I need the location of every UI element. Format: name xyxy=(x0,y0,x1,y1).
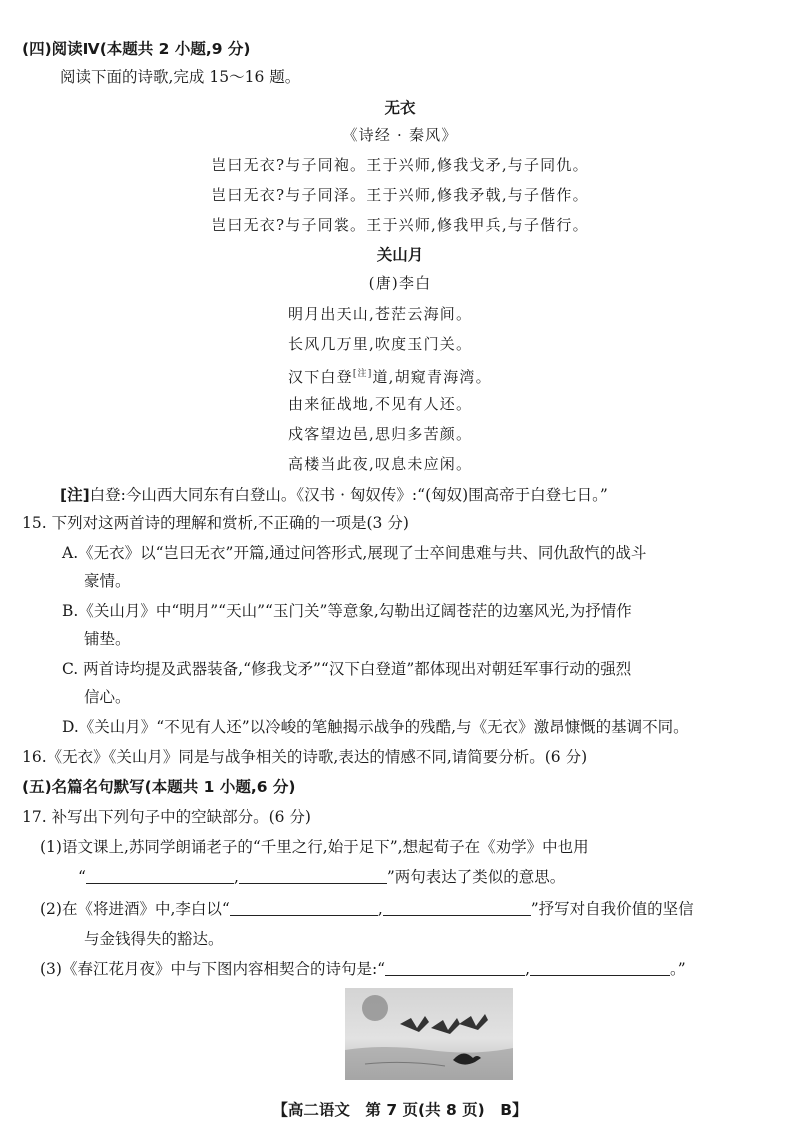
answer-blank-3[interactable] xyxy=(230,899,378,916)
poem1-line-2: 岂曰无衣?与子同泽。王于兴师,修我矛戟,与子偕作。 xyxy=(211,186,589,204)
answer-blank-5[interactable] xyxy=(385,959,525,976)
q17-part1-blanks xyxy=(78,866,565,888)
answer-blank-2[interactable] xyxy=(239,867,387,884)
q17-part3-start: (3)《春江花月夜》中与下图内容相契合的诗句是:“ xyxy=(40,960,386,978)
q17-part2-cont: 与金钱得失的豁达。 xyxy=(84,930,224,948)
q15-option-a-cont: 豪情。 xyxy=(84,572,131,590)
goose-icon xyxy=(431,1018,460,1034)
answer-blank-6[interactable] xyxy=(530,959,670,976)
q17-stem: 17. 补写出下列句子中的空缺部分。(6 分) xyxy=(22,808,311,826)
q15-option-c: C. 两首诗均提及武器装备,“修我戈矛”“汉下白登道”都体现出对朝廷军事行动的强烈 xyxy=(62,660,632,678)
q16-stem: 16.《无衣》《关山月》同是与战争相关的诗歌,表达的情感不同,请简要分析。(6 分) xyxy=(22,748,588,766)
poem2-line-4: 由来征战地,不见有人还。 xyxy=(288,395,473,413)
poem2-line-2: 长风几万里,吹度玉门关。 xyxy=(288,335,473,353)
q15-option-d: D.《关山月》“不见有人还”以冷峻的笔触揭示战争的残酷,与《无衣》激昂慷慨的基调不同。 xyxy=(62,718,689,736)
q15-option-c-cont: 信心。 xyxy=(84,688,131,706)
goose-icon xyxy=(459,1014,488,1030)
q17-part3-comma: , xyxy=(525,960,531,978)
q17-part1: (1)语文课上,苏同学朗诵老子的“千里之行,始于足下”,想起荀子在《劝学》中也用 xyxy=(40,838,589,856)
goose-icon xyxy=(400,1016,429,1032)
q17-part1-open-quote: “ xyxy=(78,868,86,886)
q17-part1-end: ”两句表达了类似的意思。 xyxy=(386,868,566,886)
poem2-title: 关山月 xyxy=(376,246,424,264)
q17-part2-start: (2)在《将进酒》中,李白以“ xyxy=(40,900,230,918)
q17-part2 xyxy=(40,898,694,920)
poem2-line-1: 明月出天山,苍茫云海间。 xyxy=(288,305,473,323)
q15-stem: 15. 下列对这两首诗的理解和赏析,不正确的一项是(3 分) xyxy=(22,514,409,532)
poem1-source: 《诗经 · 秦风》 xyxy=(342,126,458,144)
poem2-author: (唐)李白 xyxy=(368,274,432,292)
q17-part2-comma: , xyxy=(377,900,383,918)
q15-option-b-cont: 铺垫。 xyxy=(84,630,131,648)
answer-blank-1[interactable] xyxy=(86,867,234,884)
poem2-line-3 xyxy=(288,363,492,388)
q17-part3-end: 。” xyxy=(670,960,686,978)
note-label: [注] xyxy=(60,486,90,504)
q15-option-a: A.《无衣》以“岂曰无衣”开篇,通过问答形式,展现了士卒间患难与共、同仇敌忾的战斗 xyxy=(62,544,647,562)
q17-part2-end: ”抒写对自我价值的坚信 xyxy=(530,900,694,918)
note-text: 白登:今山西大同东有白登山。《汉书 · 匈奴传》:“(匈奴)围高帝于白登七日。” xyxy=(89,486,608,504)
section5-header: (五)名篇名句默写(本题共 1 小题,6 分) xyxy=(22,778,296,796)
note xyxy=(60,484,608,506)
poem1-line-3: 岂曰无衣?与子同裳。王于兴师,修我甲兵,与子偕行。 xyxy=(211,216,589,234)
q15-option-b: B.《关山月》中“明月”“天山”“玉门关”等意象,勾勒出辽阔苍茫的边塞风光,为抒情作 xyxy=(62,602,632,620)
answer-blank-4[interactable] xyxy=(383,899,531,916)
section4-header: (四)阅读Ⅳ(本题共 2 小题,9 分) xyxy=(22,40,251,58)
poem2-line-6: 高楼当此夜,叹息未应闲。 xyxy=(288,455,473,473)
moon-icon xyxy=(362,995,388,1021)
poem2-line-3b: 道,胡窥青海湾。 xyxy=(372,368,492,386)
section4-instruction: 阅读下面的诗歌,完成 15～16 题。 xyxy=(60,68,301,86)
q17-part1-comma: , xyxy=(233,868,239,886)
moon-geese-fish-illustration xyxy=(345,988,513,1080)
note-marker: [注] xyxy=(352,369,373,379)
poem2-line-5: 戍客望边邑,思归多苦颜。 xyxy=(288,425,473,443)
poem1-line-1: 岂曰无衣?与子同袍。王于兴师,修我戈矛,与子同仇。 xyxy=(211,156,589,174)
poem2-line-3a: 汉下白登 xyxy=(288,368,353,386)
q17-part3 xyxy=(40,958,686,980)
page-footer: 【高二语文 第 7 页(共 8 页) B】 xyxy=(272,1101,528,1119)
illustration-drawing xyxy=(345,988,513,1080)
poem1-title: 无衣 xyxy=(384,99,416,117)
